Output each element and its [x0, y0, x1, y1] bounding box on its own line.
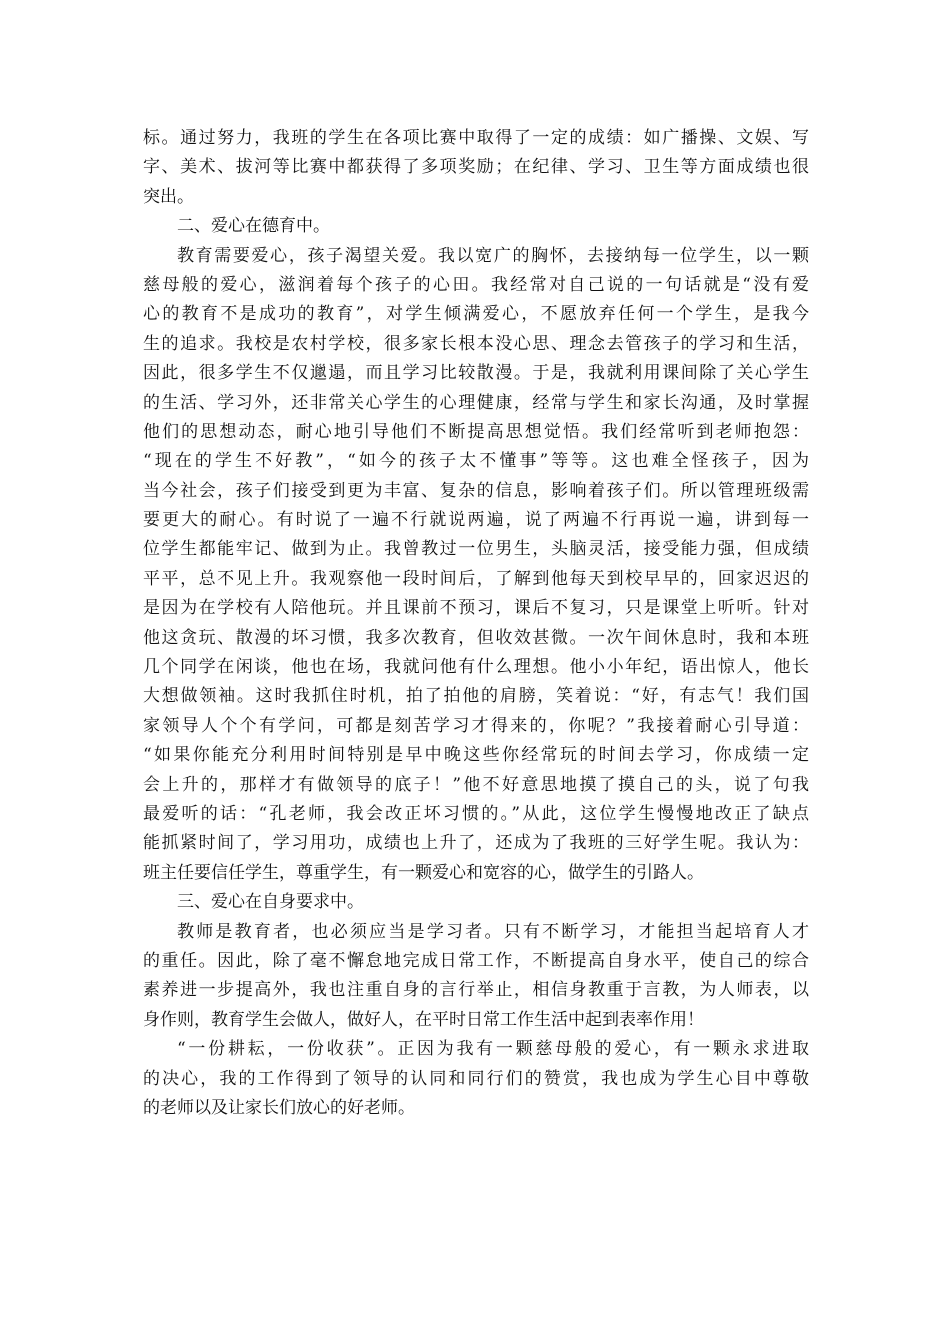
- text-line: 大想做领袖。这时我抓住时机，拍了拍他的肩膀，笑着说：“好，有志气！我们国: [143, 686, 809, 707]
- text-line: 字、美术、拔河等比赛中都获得了多项奖励；在纪律、学习、卫生等方面成绩也很: [143, 157, 809, 178]
- text-line: 班主任要信任学生，尊重学生，有一颗爱心和宽容的心，做学生的引路人。: [143, 862, 704, 883]
- text-line: 素养进一步提高外，我也注重自身的言行举止，相信身教重于言教，为人师表，以: [143, 980, 809, 1001]
- text-line: 生的追求。我校是农村学校，很多家长根本没心思、理念去管孩子的学习和生活，: [143, 333, 809, 354]
- text-line: 教师是教育者，也必须应当是学习者。只有不断学习，才能担当起培育人才: [177, 921, 809, 942]
- text-line: 他这贪玩、散漫的坏习惯，我多次教育，但收效甚微。一次午间休息时，我和本班: [143, 627, 809, 648]
- text-line: 身作则，教育学生会做人，做好人，在平时日常工作生活中起到表率作用！: [143, 1009, 704, 1030]
- text-line: 平平，总不见上升。我观察他一段时间后，了解到他每天到校早早的，回家迟迟的: [143, 568, 809, 589]
- text-line: 他们的思想动态，耐心地引导他们不断提高思想觉悟。我们经常听到老师抱怨：: [143, 421, 809, 442]
- text-line: 的老师以及让家长们放心的好老师。: [143, 1097, 415, 1118]
- text-line: 的生活、学习外，还非常关心学生的心理健康，经常与学生和家长沟通，及时掌握: [143, 392, 809, 413]
- text-line: 的重任。因此，除了毫不懈怠地完成日常工作，不断提高自身水平，使自己的综合: [143, 950, 809, 971]
- text-line: 教育需要爱心，孩子渴望关爱。我以宽广的胸怀，去接纳每一位学生，以一颗: [177, 245, 809, 266]
- text-line: 二、爱心在德育中。: [177, 216, 330, 237]
- text-line: 突出。: [143, 186, 194, 207]
- text-line: 能抓紧时间了，学习用功，成绩也上升了，还成为了我班的三好学生呢。我认为：: [143, 833, 809, 854]
- document-page: [143, 124, 809, 1123]
- text-line: “如果你能充分利用时间特别是早中晚这些你经常玩的时间去学习，你成绩一定: [143, 745, 809, 766]
- text-line: 三、爱心在自身要求中。: [177, 892, 364, 913]
- text-line: 家领导人个个有学问，可都是刻苦学习才得来的，你呢？”我接着耐心引导道：: [143, 715, 809, 736]
- text-line: 标。通过努力，我班的学生在各项比赛中取得了一定的成绩：如广播操、文娱、写: [143, 128, 809, 148]
- text-line: 的决心，我的工作得到了领导的认同和同行们的赞赏，我也成为学生心目中尊敬: [143, 1068, 809, 1089]
- text-line: 是因为在学校有人陪他玩。并且课前不预习，课后不复习，只是课堂上听听。针对: [143, 598, 809, 619]
- text-line: 要更大的耐心。有时说了一遍不行就说两遍，说了两遍不行再说一遍，讲到每一: [143, 510, 809, 531]
- text-line: 会上升的，那样才有做领导的底子！”他不好意思地摸了摸自己的头，说了句我: [143, 774, 809, 795]
- text-line: 因此，很多学生不仅邋遢，而且学习比较散漫。于是，我就利用课间除了关心学生: [143, 363, 809, 384]
- text-line: 几个同学在闲谈，他也在场，我就问他有什么理想。他小小年纪，语出惊人，他长: [143, 657, 809, 678]
- text-line: 心的教育不是成功的教育”，对学生倾满爱心，不愿放弃任何一个学生，是我今: [143, 304, 809, 325]
- text-line: 最爱听的话：“孔老师，我会改正坏习惯的。”从此，这位学生慢慢地改正了缺点: [143, 803, 809, 824]
- text-line: “现在的学生不好教”，“如今的孩子太不懂事”等等。这也难全怪孩子，因为: [143, 451, 809, 472]
- text-line: 慈母般的爱心，滋润着每个孩子的心田。我经常对自己说的一句话就是“没有爱: [143, 274, 809, 295]
- text-line: 当今社会，孩子们接受到更为丰富、复杂的信息，影响着孩子们。所以管理班级需: [143, 480, 809, 501]
- text-line: 位学生都能牢记、做到为止。我曾教过一位男生，头脑灵活，接受能力强，但成绩: [143, 539, 809, 560]
- text-line: “一份耕耘，一份收获”。正因为我有一颗慈母般的爱心，有一颗永求进取: [177, 1039, 809, 1060]
